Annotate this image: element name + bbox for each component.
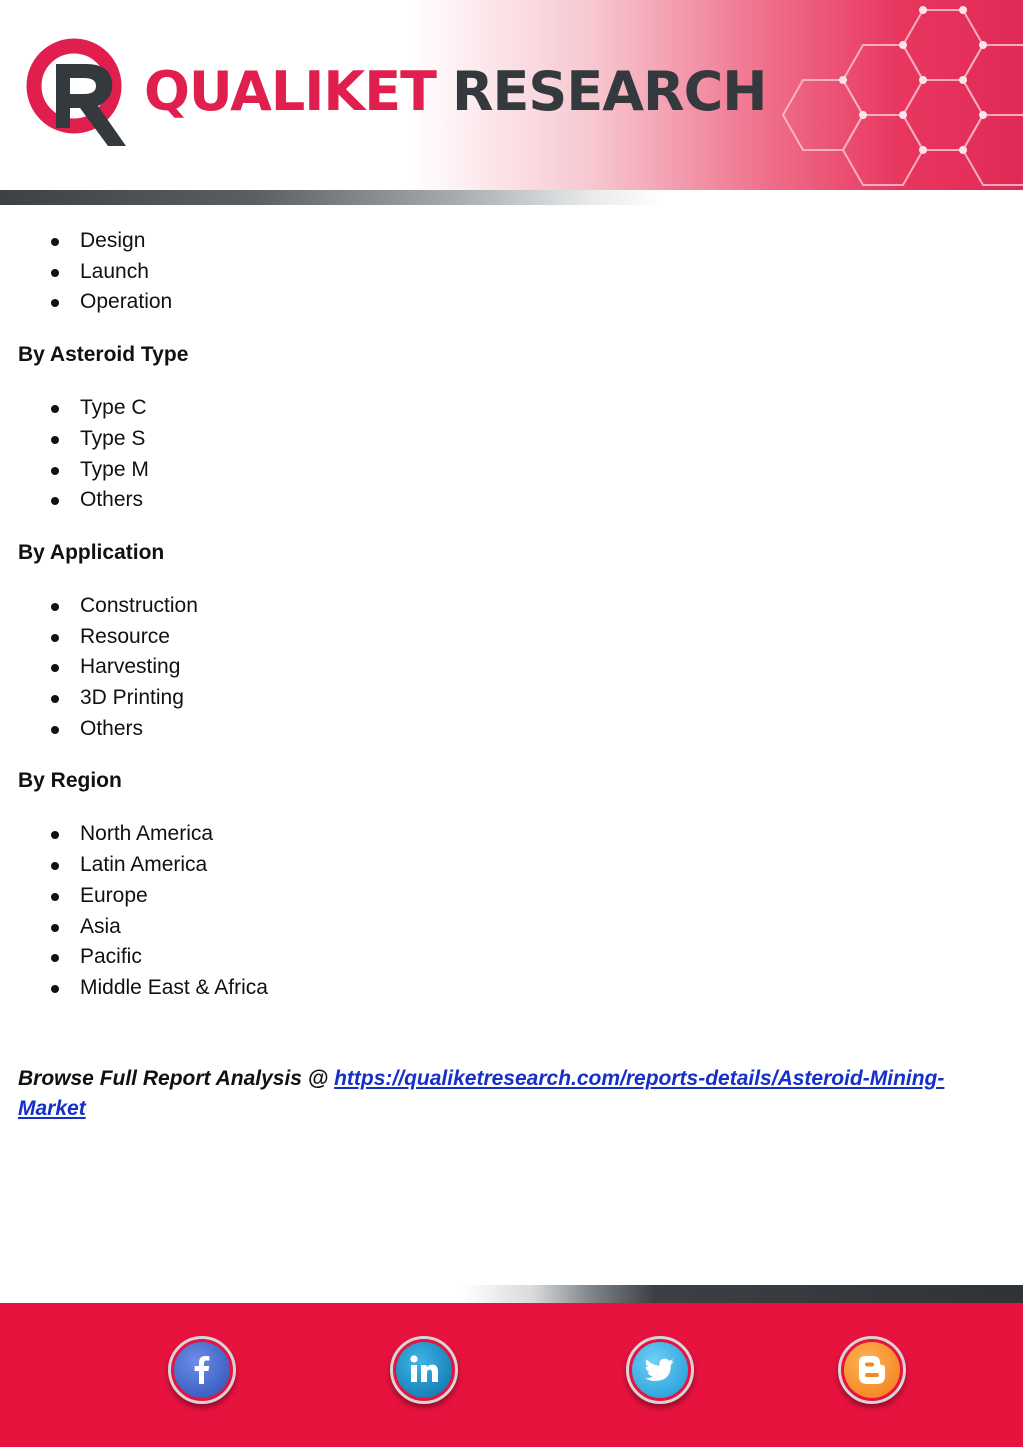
list-item: Others — [80, 485, 998, 516]
twitter-button[interactable] — [626, 1336, 694, 1404]
list-item: Latin America — [80, 850, 998, 881]
browse-label: Browse Full Report Analysis @ — [18, 1067, 335, 1090]
section-heading-asteroid-type: By Asteroid Type — [18, 343, 189, 367]
list-item: Launch — [80, 257, 998, 288]
list-item: Design — [80, 226, 998, 257]
blogger-icon — [852, 1350, 892, 1390]
brand-name-part1: QUALIKET — [144, 60, 436, 123]
list-item: Pacific — [80, 942, 998, 973]
brand-name — [144, 62, 766, 122]
linkedin-icon — [404, 1350, 444, 1390]
facebook-button[interactable] — [168, 1336, 236, 1404]
list-item: Asia — [80, 912, 998, 943]
header-divider-band — [0, 190, 1023, 205]
twitter-icon — [640, 1350, 680, 1390]
list-item: Others — [80, 714, 998, 745]
section-heading-region: By Region — [18, 769, 122, 793]
page-header — [0, 0, 1023, 190]
application-list — [18, 591, 998, 745]
asteroid-type-list — [18, 393, 998, 516]
facebook-icon — [182, 1350, 222, 1390]
list-item: Type S — [80, 424, 998, 455]
report-link[interactable]: https://qualiketresearch.com/reports-details/Asteroid-Mining-Market — [18, 1067, 945, 1120]
brand-name-part2: RESEARCH — [451, 60, 767, 123]
list-item: Type C — [80, 393, 998, 424]
list-item: Resource — [80, 622, 998, 653]
section-heading-application: By Application — [18, 540, 165, 564]
list-item: North America — [80, 819, 998, 850]
linkedin-button[interactable] — [390, 1336, 458, 1404]
intro-list — [18, 226, 998, 318]
list-item: Operation — [80, 287, 998, 318]
list-item: Type M — [80, 455, 998, 486]
region-list — [18, 819, 998, 1003]
qualiket-logo-icon — [22, 36, 134, 148]
blogger-button[interactable] — [838, 1336, 906, 1404]
list-item: Middle East & Africa — [80, 973, 998, 1004]
list-item: Europe — [80, 881, 998, 912]
footer-divider-band — [0, 1285, 1023, 1303]
list-item: 3D Printing — [80, 683, 998, 714]
browse-report-line — [18, 1064, 978, 1123]
list-item: Harvesting — [80, 652, 998, 683]
document-content — [18, 226, 998, 1004]
list-item: Construction — [80, 591, 998, 622]
